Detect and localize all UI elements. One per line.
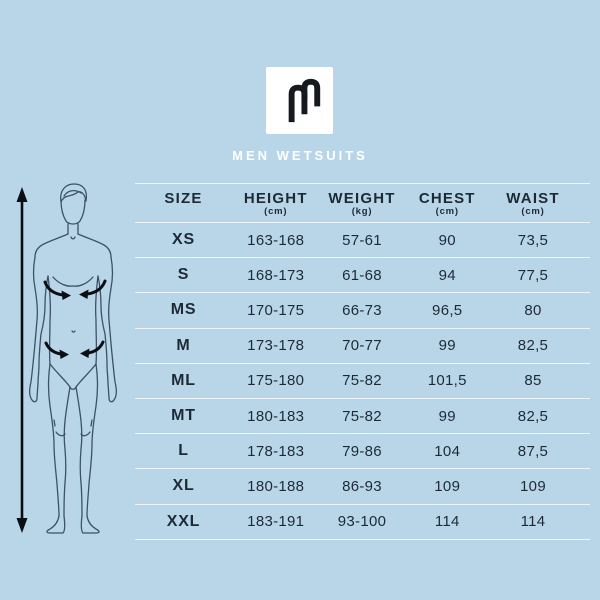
size-cell: MS [170, 301, 197, 319]
brand-label: MEN WETSUITS [232, 148, 368, 163]
column-header-waist [490, 184, 590, 222]
value-cell: 175-180 [247, 372, 305, 390]
waist-arrows-icon [46, 342, 103, 359]
value-cell: 75-82 [342, 372, 382, 390]
size-cell: M [176, 336, 191, 354]
value-cell: 80 [524, 301, 542, 319]
table-row [135, 257, 590, 292]
value-cell: 173-178 [247, 337, 305, 355]
value-cell: 61-68 [342, 266, 382, 284]
table-row [135, 504, 590, 539]
value-cell: 99 [438, 407, 456, 425]
value-cell: 77,5 [517, 266, 549, 284]
size-table [135, 183, 590, 540]
size-cell: XS [172, 231, 195, 249]
table-row [135, 433, 590, 468]
value-cell: 170-175 [247, 301, 305, 319]
value-cell: 79-86 [342, 442, 382, 460]
value-cell: 70-77 [342, 337, 382, 355]
size-cell: XL [172, 477, 195, 495]
value-cell: 109 [434, 477, 461, 495]
column-header-weight [320, 184, 405, 222]
column-label: WEIGHT [328, 190, 396, 207]
value-cell: 73,5 [517, 231, 549, 249]
value-cell: 85 [524, 372, 542, 390]
table-row [135, 222, 590, 257]
column-label: SIZE [164, 190, 203, 207]
column-label: WAIST [506, 190, 560, 207]
value-cell: 180-183 [247, 407, 305, 425]
value-cell: 66-73 [342, 301, 382, 319]
column-header-size [135, 184, 232, 222]
column-header-height [232, 184, 320, 222]
column-unit: (cm) [435, 206, 459, 217]
value-cell: 114 [434, 513, 460, 531]
value-cell: 82,5 [517, 337, 549, 355]
brand-m-logo-icon [266, 67, 333, 134]
value-cell: 109 [520, 477, 546, 495]
column-unit: (kg) [351, 206, 373, 217]
value-cell: 178-183 [247, 442, 305, 460]
value-cell: 75-82 [342, 407, 382, 425]
size-cell: MT [171, 407, 196, 425]
table-header-row [135, 183, 590, 222]
value-cell: 82,5 [517, 407, 549, 425]
body-measurement-figure [5, 180, 135, 536]
value-cell: 99 [438, 337, 456, 355]
value-cell: 90 [438, 231, 456, 249]
table-row [135, 292, 590, 327]
value-cell: 93-100 [337, 513, 387, 531]
column-unit: (cm) [264, 206, 288, 217]
size-cell: ML [171, 371, 196, 389]
column-label: CHEST [418, 190, 476, 207]
value-cell: 104 [434, 442, 461, 460]
value-cell: 87,5 [517, 442, 549, 460]
column-label: HEIGHT [243, 190, 308, 207]
value-cell: 101,5 [427, 372, 467, 390]
height-arrow-icon [17, 187, 28, 533]
value-cell: 57-61 [342, 231, 382, 249]
value-cell: 86-93 [342, 477, 382, 495]
column-unit: (cm) [521, 206, 545, 217]
brand-logo [266, 67, 333, 134]
value-cell: 96,5 [432, 301, 463, 319]
table-row [135, 328, 590, 363]
value-cell: 168-173 [247, 266, 305, 284]
size-cell: L [178, 442, 189, 460]
value-cell: 114 [520, 513, 546, 531]
value-cell: 94 [438, 266, 456, 284]
table-row [135, 363, 590, 398]
value-cell: 180-188 [247, 477, 305, 495]
table-row [135, 398, 590, 433]
value-cell: 163-168 [247, 231, 305, 249]
column-header-chest [405, 184, 491, 222]
table-row [135, 468, 590, 503]
body-outline [30, 184, 117, 533]
value-cell: 183-191 [247, 513, 305, 531]
table-body [135, 222, 590, 540]
size-cell: S [177, 266, 190, 284]
size-cell: XXL [166, 512, 201, 530]
